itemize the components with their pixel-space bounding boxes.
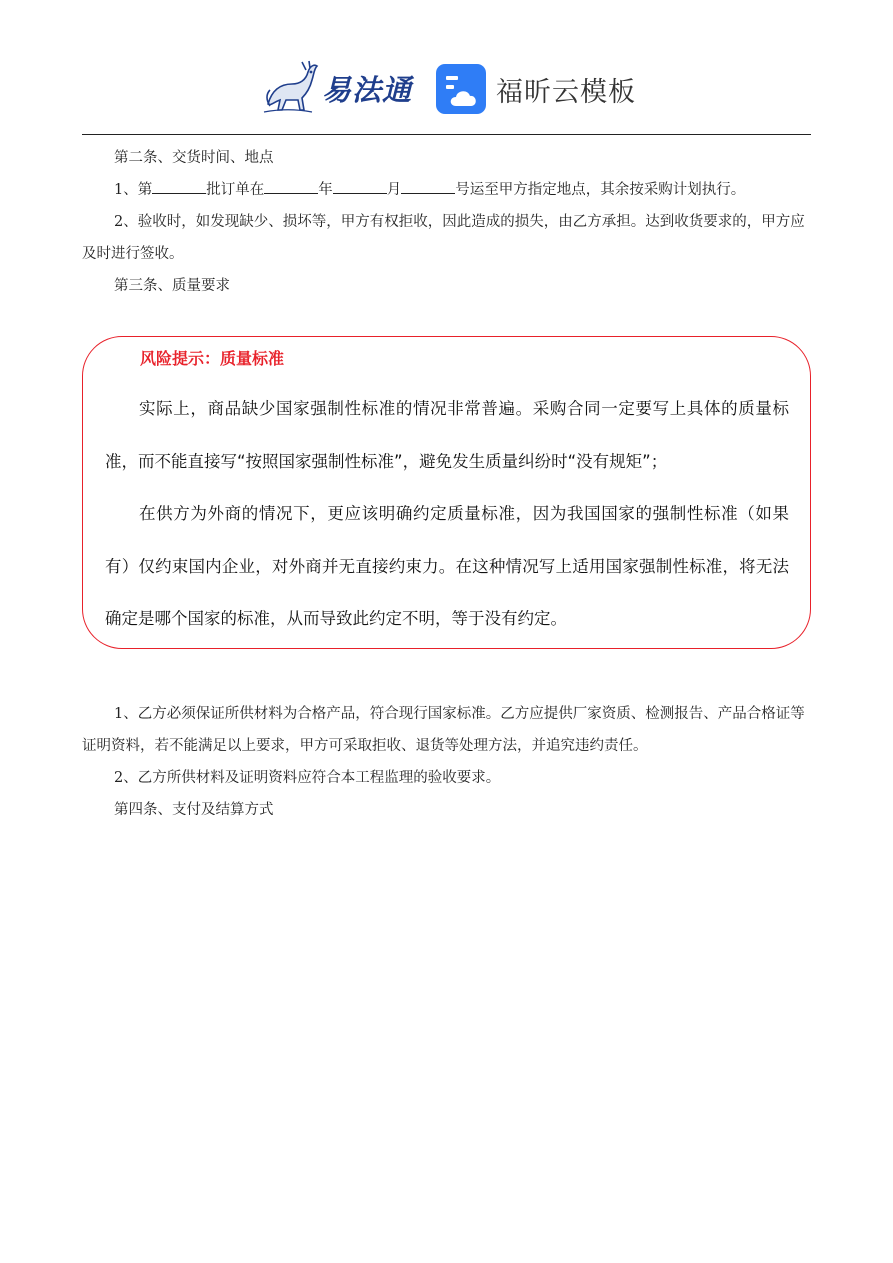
risk-paragraph-1: 实际上，商品缺少国家强制性标准的情况非常普遍。采购合同一定要写上具体的质量标准，而不能直接写“按照国家强制性标准”，避免发生质量纠纷时“没有规矩”； xyxy=(105,399,789,471)
page-header xyxy=(0,58,893,122)
risk-paragraph-2: 在供方为外商的情况下，更应该明确约定质量标准，因为我国国家的强制性标准（如果有）仅约束国内企业，对外商并无直接约束力。在这种情况写上适用国家强制性标准，将无法确定是哪个国家的标准，从而导致此约定不明，等于没有约定。 xyxy=(105,504,789,628)
section2-item2: 2、验收时，如发现缺少、损坏等，甲方有权拒收，因此造成的损失，由乙方承担。达到收货要求的，甲方应及时进行签收。 xyxy=(82,214,805,262)
risk-warning-box xyxy=(82,336,811,649)
logo-left-name: 易法通 xyxy=(322,72,413,107)
document-body xyxy=(82,142,811,302)
document-body-continued xyxy=(82,698,811,826)
item1-text1: 批订单在 xyxy=(206,182,265,198)
item1-text3: 月 xyxy=(386,182,402,198)
item1-suffix: 号运至甲方指定地点，其余按采购计划执行。 xyxy=(455,182,746,198)
fuxin-logo xyxy=(436,64,636,114)
risk-title: 风险提示：质量标准 xyxy=(140,349,285,368)
logo-right-name: 福昕云模板 xyxy=(496,76,636,108)
section3-title: 第三条、质量要求 xyxy=(114,278,230,294)
year-blank xyxy=(264,178,318,194)
qilin-mascot-icon xyxy=(262,60,320,116)
document-cloud-icon xyxy=(436,64,486,114)
item1-text2: 年 xyxy=(318,182,333,198)
day-blank xyxy=(401,178,455,194)
section4-title: 第四条、支付及结算方式 xyxy=(114,802,274,818)
yifatong-logo xyxy=(262,60,412,116)
section2-item1 xyxy=(82,174,811,206)
section3-item2: 2、乙方所供材料及证明资料应符合本工程监理的验收要求。 xyxy=(114,770,501,786)
header-divider xyxy=(82,134,811,135)
section2-title: 第二条、交货时间、地点 xyxy=(114,150,274,166)
order-number-blank xyxy=(152,178,206,194)
item1-prefix: 1、第 xyxy=(114,182,153,198)
risk-body xyxy=(105,383,789,646)
section3-item1: 1、乙方必须保证所供材料为合格产品，符合现行国家标准。乙方应提供厂家资质、检测报告、产品合格证等证明资料，若不能满足以上要求，甲方可采取拒收、退货等处理方法，并追究违约责任。 xyxy=(82,706,805,754)
month-blank xyxy=(333,178,387,194)
